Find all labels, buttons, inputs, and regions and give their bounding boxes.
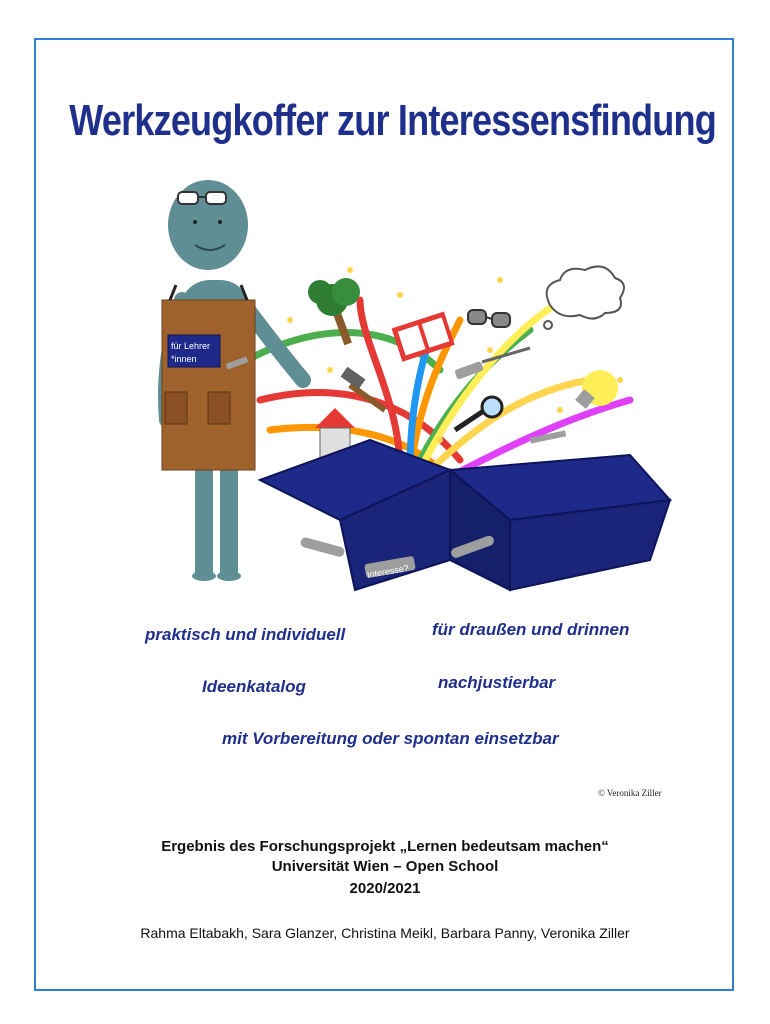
tagline-spontaneous: mit Vorbereitung oder spontan einsetzbar xyxy=(222,729,559,748)
document-title: Werkzeugkoffer zur Interessensfindung xyxy=(69,96,716,145)
project-line-1: Ergebnis des Forschungsprojekt „Lernen bedeutsam machen“ xyxy=(161,838,609,855)
copyright-note: © Veronika Ziller xyxy=(598,788,662,798)
thought-bubble-icon xyxy=(544,266,624,329)
glasses-icon xyxy=(468,310,510,327)
tagline-adjustable: nachjustierbar xyxy=(438,673,556,692)
apron-label-line1: für Lehrer xyxy=(171,341,211,351)
tagline-idea-catalog: Ideenkatalog xyxy=(202,677,306,696)
toolbox xyxy=(260,440,670,590)
toolbox-illustration xyxy=(110,170,690,610)
project-line-3: 2020/2021 xyxy=(349,880,421,897)
toolbox-label: Interesse? xyxy=(366,562,410,581)
author-list: Rahma Eltabakh, Sara Glanzer, Christina Meikl, Barbara Panny, Veronika Ziller xyxy=(140,925,630,941)
project-line-2: Universität Wien – Open School xyxy=(271,858,499,875)
tagline-practical: praktisch und individuell xyxy=(145,625,346,644)
apron-label-line2: *innen xyxy=(171,354,197,364)
tagline-outdoor-indoor: für draußen und drinnen xyxy=(432,620,630,639)
teacher-figure xyxy=(162,180,303,581)
